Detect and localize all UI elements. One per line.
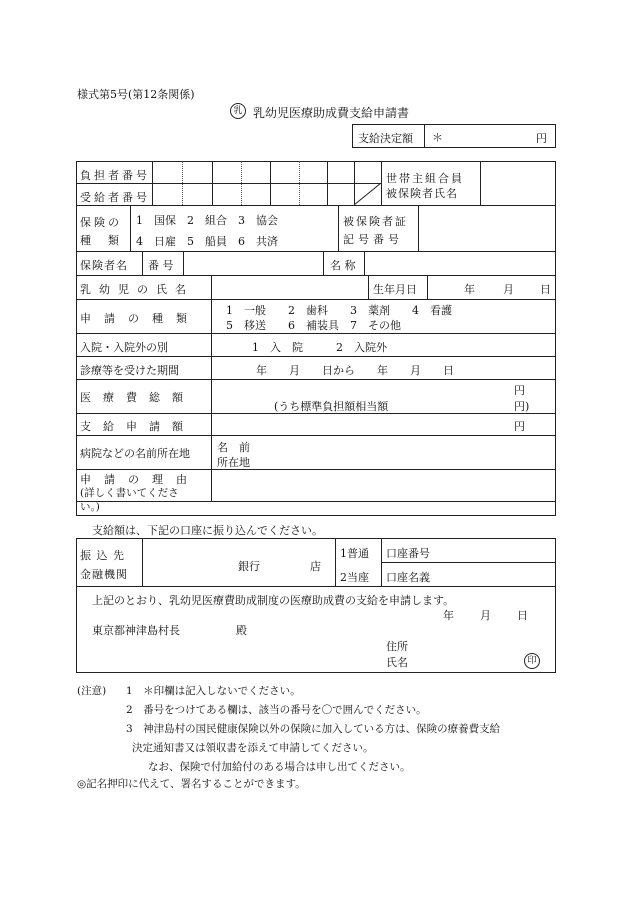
insured-cert-label-1: 被保険者証 <box>343 215 408 228</box>
period-value[interactable]: 年 月 日から 年 月 日 <box>256 364 454 377</box>
medical-note: (うち標準負担額相当額 <box>274 400 389 413</box>
request-types-line2[interactable]: 5 移送 6 補装具 7 その他 <box>226 319 401 332</box>
transfer-notice: 支給額は、下記の口座に振り込んでください。 <box>92 524 323 537</box>
declaration-text: 上記のとおり、乳幼児医療費助成制度の医療助成費の支給を申請します。 <box>92 594 455 607</box>
reason-label-1: 申 請 の 理 由 <box>80 473 188 486</box>
reason-label-2: (詳しく書いてくださ <box>80 487 179 499</box>
insurance-type-label-1: 保険の <box>80 216 122 229</box>
insurance-types-line2[interactable]: 4 日雇 5 船員 6 共済 <box>136 235 278 248</box>
insured-cert-label-2: 記号番号 <box>343 233 403 246</box>
medical-total-yen: 円 <box>514 384 525 397</box>
note-3c: なお、保険で付加給付のある場合は申し出てください。 <box>148 761 411 773</box>
hospital-address-label: 所在地 <box>217 456 250 469</box>
request-types-line1[interactable]: 1 一般 2 歯科 3 薬剤 4 看護 <box>226 304 452 317</box>
decision-mark: ＊ <box>432 131 443 144</box>
period-label: 診療等を受けた期間 <box>80 364 179 377</box>
applicant-name-label: 氏名 <box>386 656 408 669</box>
account-type-ordinary[interactable]: 1普通 <box>340 547 369 560</box>
insurer-number-label: 番 号 <box>148 259 174 272</box>
address-label: 住所 <box>386 640 408 653</box>
note-2: 2 番号をつけてある欄は、該当の番号を〇で囲んでください。 <box>126 704 427 716</box>
birth-year: 年 <box>464 283 475 296</box>
note-1: 1 ＊印欄は記入しないでください。 <box>126 685 301 697</box>
birth-month: 月 <box>503 283 514 296</box>
medical-note-end: 円) <box>514 400 530 413</box>
form-number: 様式第5号(第12条関係) <box>77 88 195 101</box>
recipient-number-label: 受給者番号 <box>80 191 150 204</box>
branch-word: 店 <box>310 560 321 573</box>
note-3b: 決定通知書又は領収書を添えて申請してください。 <box>132 742 374 754</box>
seal-icon: 印 <box>524 653 540 669</box>
reason-label-3: い。) <box>80 501 100 513</box>
decision-amount-label: 支給決定額 <box>358 132 413 145</box>
hospital-label: 病院などの名前所在地 <box>80 447 190 460</box>
insurer-name-label: 保険者名 <box>80 259 128 272</box>
hospital-name-label: 名 前 <box>217 441 250 454</box>
medical-total-label: 医療費総額 <box>80 391 195 404</box>
note-3a: 3 神津島村の国民健康保険以外の保険に加入している方は、保険の療養費支給 <box>126 723 501 735</box>
request-type-label: 申請の種類 <box>80 312 200 325</box>
addressee: 東京都神津島村長 <box>92 624 180 637</box>
bank-word: 銀行 <box>238 560 260 573</box>
payment-request-yen: 円 <box>514 420 525 433</box>
bank-label-1: 振 込 先 <box>80 549 125 562</box>
insurer-name-name-label: 名 称 <box>330 259 356 272</box>
declaration-year: 年 <box>443 609 454 622</box>
honorific: 殿 <box>236 624 247 637</box>
declaration-day: 日 <box>517 609 528 622</box>
inpatient-label: 入院・入院外の別 <box>80 341 168 354</box>
household-head-label-1: 世帯主組合員 <box>386 172 464 185</box>
account-name-label: 口座名義 <box>386 571 430 584</box>
inpatient-options[interactable]: 1 入 院 2 入院外 <box>252 341 387 354</box>
payer-number-label: 負担者番号 <box>80 169 150 182</box>
decision-unit: 円 <box>536 132 547 145</box>
slash-mark <box>354 183 381 205</box>
signature-note: ◎記名押印に代えて、署名することができます。 <box>77 778 306 790</box>
infant-name-label: 乳幼児の氏名 <box>80 283 194 296</box>
insurance-type-label-2: 種 類 <box>80 234 122 247</box>
declaration-month: 月 <box>480 609 491 622</box>
birth-day: 日 <box>540 283 551 296</box>
bank-label-2: 金融機関 <box>80 568 128 581</box>
account-type-current[interactable]: 2当座 <box>340 571 369 584</box>
infant-seal-icon: 乳 <box>230 103 246 119</box>
birth-date-label: 生年月日 <box>373 283 417 296</box>
household-head-label-2: 被保険者氏名 <box>386 187 458 200</box>
notes-heading: (注意) <box>77 685 107 697</box>
decision-amount-input[interactable] <box>430 128 530 144</box>
account-number-label: 口座番号 <box>386 547 430 560</box>
payment-request-label: 支給申請額 <box>80 420 195 433</box>
insurance-types-line1[interactable]: 1 国保 2 組合 3 協会 <box>136 214 278 227</box>
form-title: 乳幼児医療助成費支給申請書 <box>253 106 410 120</box>
